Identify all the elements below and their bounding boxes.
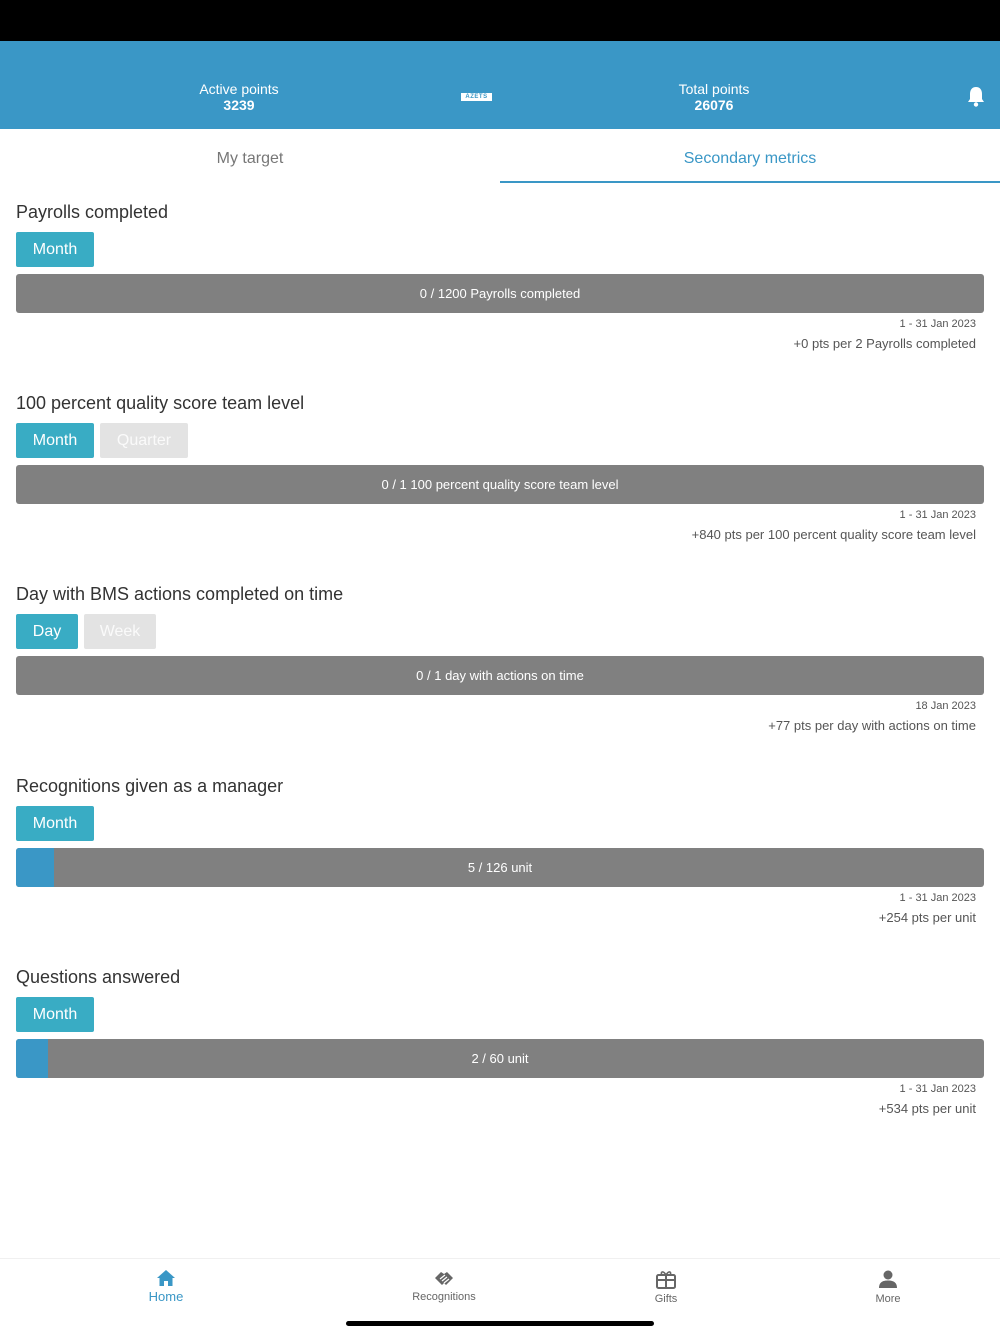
nav-recognitions[interactable] bbox=[344, 1269, 544, 1303]
total-points-label: Total points bbox=[678, 81, 750, 97]
progress-text: 0 / 1200 Payrolls completed bbox=[419, 286, 581, 301]
progress-text: 2 / 60 unit bbox=[471, 1051, 529, 1066]
active-points-value: 3239 bbox=[223, 97, 255, 113]
active-points-label: Active points bbox=[199, 81, 279, 97]
metric-points: +534 pts per unit bbox=[878, 1101, 976, 1116]
progress-text: 5 / 126 unit bbox=[467, 860, 533, 875]
period-chip-quarter[interactable]: Quarter bbox=[100, 423, 188, 458]
nav-gifts[interactable] bbox=[566, 1269, 766, 1305]
metric-points: +254 pts per unit bbox=[878, 910, 976, 925]
period-chip-month[interactable]: Month bbox=[16, 806, 94, 841]
home-indicator bbox=[346, 1321, 654, 1326]
metric-points: +840 pts per 100 percent quality score team level bbox=[691, 527, 976, 542]
nav-more[interactable] bbox=[788, 1269, 988, 1305]
progress-bar bbox=[16, 656, 984, 695]
metric-title: Recognitions given as a manager bbox=[16, 776, 284, 796]
period-chip-week[interactable]: Week bbox=[84, 614, 156, 649]
metric-card bbox=[16, 967, 984, 1147]
metric-date: 1 - 31 Jan 2023 bbox=[899, 509, 976, 521]
metric-date: 1 - 31 Jan 2023 bbox=[899, 1083, 976, 1095]
total-points-value: 26076 bbox=[694, 97, 734, 113]
progress-bar bbox=[16, 465, 984, 504]
progress-bar bbox=[16, 848, 984, 887]
nav-label: More bbox=[875, 1293, 901, 1305]
metric-date: 1 - 31 Jan 2023 bbox=[899, 318, 976, 330]
tab-my-target[interactable]: My target bbox=[216, 150, 284, 167]
nav-label: Recognitions bbox=[412, 1291, 476, 1303]
period-chip-month[interactable]: Month bbox=[16, 423, 94, 458]
nav-home[interactable] bbox=[66, 1269, 266, 1304]
status-bar bbox=[0, 0, 1000, 41]
total-points bbox=[614, 81, 814, 113]
company-logo: AZETS bbox=[461, 93, 492, 101]
metric-date: 18 Jan 2023 bbox=[915, 700, 976, 712]
home-icon bbox=[156, 1269, 176, 1287]
metric-title: Payrolls completed bbox=[16, 202, 169, 222]
period-chip-month[interactable]: Month bbox=[16, 232, 94, 267]
handshake-icon bbox=[433, 1269, 455, 1287]
metric-title: Questions answered bbox=[16, 967, 181, 987]
progress-text: 0 / 1 100 percent quality score team level bbox=[381, 477, 619, 492]
active-tab-indicator bbox=[500, 181, 1000, 183]
metric-date: 1 - 31 Jan 2023 bbox=[899, 892, 976, 904]
active-points bbox=[139, 81, 339, 113]
period-chip-month[interactable]: Month bbox=[16, 997, 94, 1032]
metric-card bbox=[16, 776, 984, 956]
period-chip-day[interactable]: Day bbox=[16, 614, 78, 649]
metric-points: +0 pts per 2 Payrolls completed bbox=[793, 336, 976, 351]
progress-text: 0 / 1 day with actions on time bbox=[416, 668, 584, 683]
metric-points: +77 pts per day with actions on time bbox=[768, 718, 976, 733]
progress-bar bbox=[16, 274, 984, 313]
metric-card bbox=[16, 584, 984, 764]
metric-card bbox=[16, 393, 984, 573]
progress-bar bbox=[16, 1039, 984, 1078]
nav-label: Home bbox=[148, 1289, 184, 1304]
metric-title: Day with BMS actions completed on time bbox=[16, 584, 344, 604]
app-header bbox=[0, 41, 1000, 129]
bell-icon[interactable] bbox=[966, 86, 986, 108]
tab-secondary-metrics[interactable]: Secondary metrics bbox=[683, 150, 817, 167]
metric-title: 100 percent quality score team level bbox=[16, 393, 305, 413]
person-icon bbox=[878, 1269, 898, 1289]
tab-bar bbox=[0, 129, 1000, 184]
gift-icon bbox=[655, 1269, 677, 1289]
metric-card bbox=[16, 202, 984, 382]
nav-label: Gifts bbox=[654, 1293, 678, 1305]
